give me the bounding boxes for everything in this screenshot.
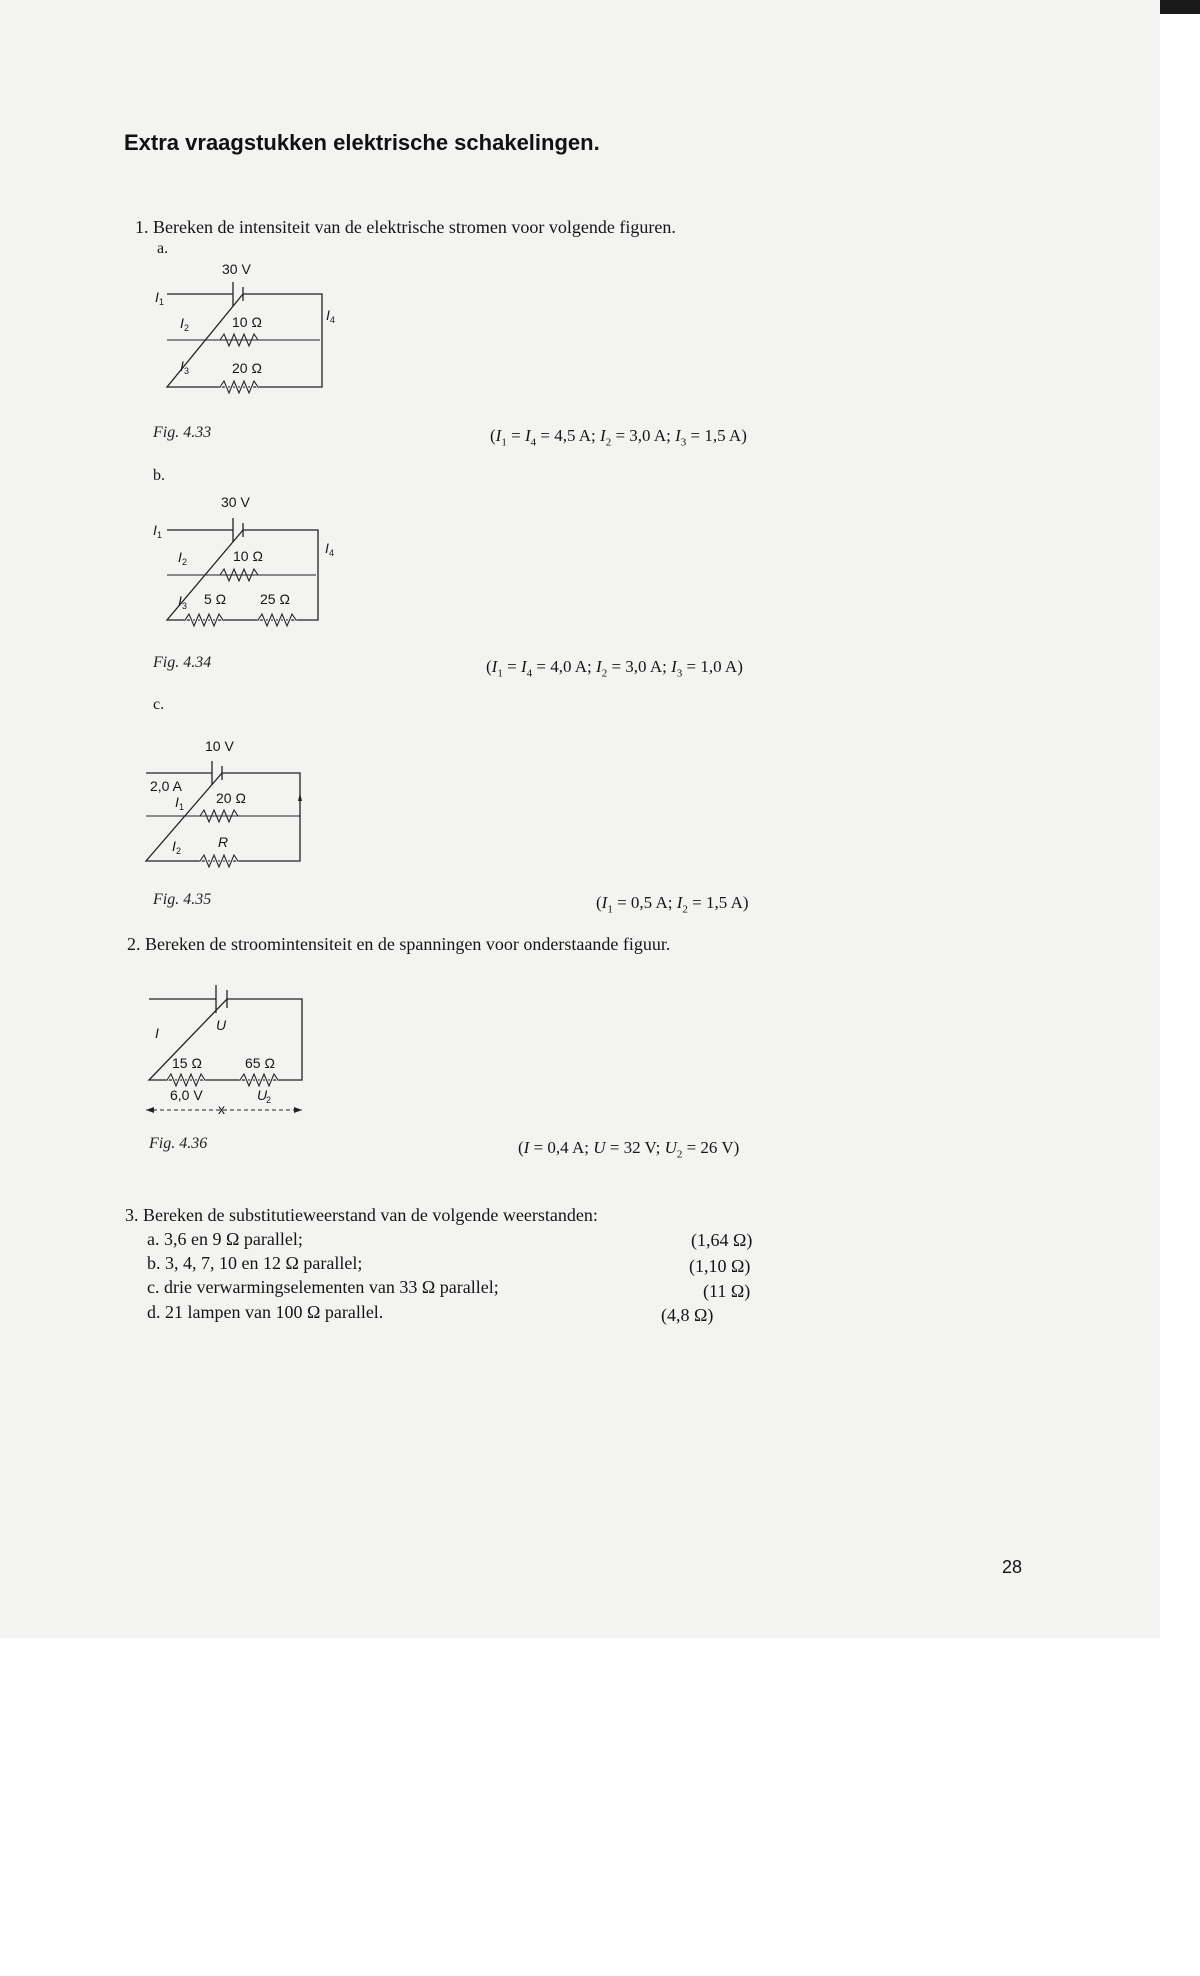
resistor-2-label: R: [218, 834, 229, 850]
divider-mark: x: [218, 1101, 225, 1117]
current-label-i2: I: [172, 838, 176, 854]
current-label-i3: I: [178, 593, 182, 609]
current-label-i4: I: [326, 307, 330, 323]
q3-result-d: (4,8 Ω): [661, 1305, 714, 1325]
circuit-fig-4-35: [142, 733, 312, 873]
q1a-label: a.: [157, 240, 169, 257]
voltage-label: 30 V: [222, 261, 251, 277]
svg-text:2: 2: [266, 1095, 272, 1105]
q2-answer: (I = 0,4 A; U = 32 V; $U_2 = 26$ V): [518, 1138, 740, 1161]
q3-item-b: b. 3, 4, 7, 10 en 12 Ω parallel;: [147, 1253, 363, 1273]
circuit-fig-4-34: [150, 493, 335, 628]
svg-text:3: 3: [184, 366, 190, 376]
fig-4-36-caption: Fig. 4.36: [149, 1135, 208, 1152]
current-label-i3: I: [180, 358, 184, 374]
q1a-answer: ($I_1 = I_4 = 4,5$ A; $I_2 = 3,0$ A; $I_3 = 1,5$ A): [490, 426, 747, 449]
page-number: 28: [1002, 1557, 1023, 1577]
q1b-label: b.: [153, 467, 165, 484]
arrow-icon: [298, 793, 302, 801]
q3-item-d: d. 21 lampen van 100 Ω parallel.: [147, 1302, 384, 1322]
svg-text:1: 1: [179, 802, 185, 812]
q3-result-c: (11 Ω): [703, 1281, 751, 1301]
current-label-i2: I: [180, 315, 184, 331]
scan-edge: [1160, 0, 1200, 14]
resistor-2-label: 20 Ω: [232, 360, 262, 376]
resistor-1-label: 10 Ω: [232, 314, 262, 330]
svg-text:1: 1: [157, 530, 163, 540]
q3-result-a: (1,64 Ω): [691, 1230, 753, 1250]
fig-4-34-caption: Fig. 4.34: [153, 654, 212, 671]
voltage-label: 10 V: [205, 738, 234, 754]
resistor-1-label: 10 Ω: [233, 548, 263, 564]
question-1-text: 1. Bereken de intensiteit van de elektrische stromen voor volgende figuren.: [135, 217, 676, 237]
voltage-label: U: [216, 1017, 227, 1033]
current-label-i1: I: [153, 522, 157, 538]
resistor-1-label: 15 Ω: [172, 1055, 202, 1071]
arrow-icon: [294, 1107, 302, 1113]
resistor-3-label: 25 Ω: [260, 591, 290, 607]
current-label-i2: I: [178, 549, 182, 565]
fig-4-35-caption: Fig. 4.35: [153, 891, 212, 908]
q1c-label: c.: [153, 696, 165, 713]
circuit-fig-4-36: [142, 980, 317, 1115]
svg-text:2: 2: [182, 557, 188, 567]
q1b-answer: ($I_1 = I_4 = 4,0$ A; $I_2 = 3,0$ A; $I_3 = 1,0$ A): [486, 657, 743, 680]
current-label-i4: I: [325, 540, 329, 556]
q3-item-c: c. drie verwarmingselementen van 33 Ω parallel;: [147, 1277, 499, 1297]
svg-text:2: 2: [176, 846, 182, 856]
resistor-2-label: 5 Ω: [204, 591, 227, 607]
voltage-2-label: U: [257, 1087, 268, 1103]
resistor-2-label: 65 Ω: [245, 1055, 275, 1071]
q1c-answer: ($I_1 = 0,5$ A; $I_2 = 1,5$ A): [596, 893, 749, 916]
q3-result-b: (1,10 Ω): [689, 1256, 751, 1276]
question-3-text: 3. Bereken de substitutieweerstand van de volgende weerstanden:: [125, 1205, 598, 1225]
voltage-1-label: 6,0 V: [170, 1087, 203, 1103]
question-2-text: 2. Bereken de stroomintensiteit en de spanningen voor onderstaande figuur.: [127, 934, 671, 954]
arrow-icon: [146, 1107, 154, 1113]
current-label: I: [155, 1025, 159, 1041]
current-label-i1: I: [155, 289, 159, 305]
svg-text:4: 4: [329, 548, 335, 558]
current-label: 2,0 A: [150, 778, 182, 794]
svg-text:4: 4: [330, 315, 336, 325]
voltage-label: 30 V: [221, 494, 250, 510]
svg-text:1: 1: [159, 297, 165, 307]
svg-text:3: 3: [182, 601, 188, 611]
svg-text:2: 2: [184, 323, 190, 333]
page-title: Extra vraagstukken elektrische schakelingen.: [124, 130, 600, 155]
current-label-i1: I: [175, 794, 179, 810]
q3-item-a: a. 3,6 en 9 Ω parallel;: [147, 1229, 303, 1249]
resistor-1-label: 20 Ω: [216, 790, 246, 806]
circuit-fig-4-33: [150, 260, 336, 390]
fig-4-33-caption: Fig. 4.33: [153, 424, 212, 441]
